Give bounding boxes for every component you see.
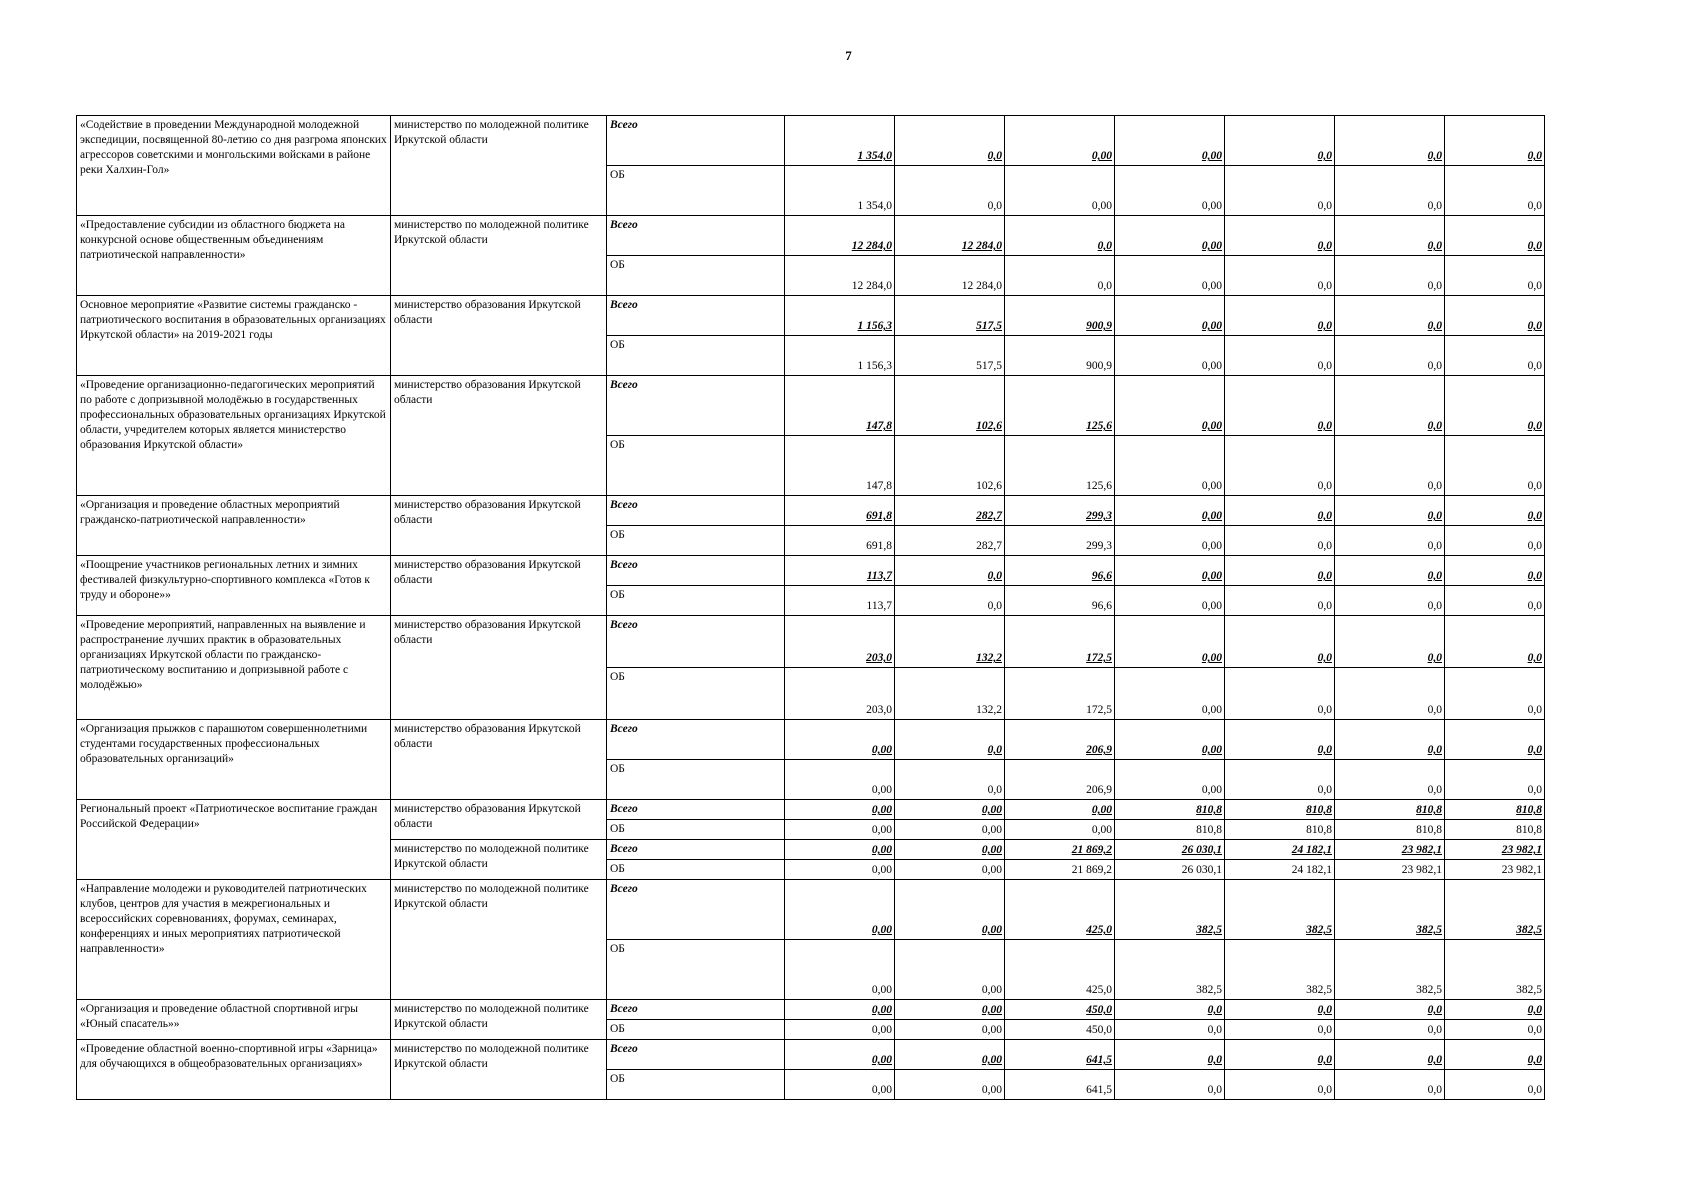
amount-cell: 0,0 [1335, 556, 1445, 586]
amount-cell: 0,0 [1225, 616, 1335, 668]
amount-cell: 0,00 [1115, 720, 1225, 760]
amount-cell: 0,0 [1225, 256, 1335, 296]
activity-name-cell: «Организация прыжков с парашютом совершеннолетними студентами государственных профессиональных образовательных организаций» [77, 720, 391, 800]
funding-source-cell: ОБ [607, 1020, 785, 1040]
amount-cell: 125,6 [1005, 376, 1115, 436]
amount-cell: 810,8 [1445, 800, 1545, 820]
table-row [77, 216, 1545, 256]
amount-cell: 641,5 [1005, 1070, 1115, 1100]
amount-cell: 0,00 [785, 860, 895, 880]
activity-name-cell: «Проведение организационно-педагогических мероприятий по работе с допризывной молодёжью в государственных профессиональных образовательных организациях Иркутской области, учредителем которых является министерство образования Иркутской области» [77, 376, 391, 496]
amount-cell: 0,00 [785, 820, 895, 840]
amount-cell: 23 982,1 [1445, 840, 1545, 860]
amount-cell: 450,0 [1005, 1000, 1115, 1020]
activity-name-cell: «Направление молодежи и руководителей патриотических клубов, центров для участия в межрегиональных и всероссийских соревнованиях, форумах, семинарах, конференциях и иных мероприятиях патриотической направленности» [77, 880, 391, 1000]
executor-cell: министерство по молодежной политике Иркутской области [391, 1000, 607, 1040]
amount-cell: 0,00 [895, 880, 1005, 940]
amount-cell: 382,5 [1225, 940, 1335, 1000]
amount-cell: 172,5 [1005, 668, 1115, 720]
amount-cell: 0,00 [785, 1070, 895, 1100]
amount-cell: 113,7 [785, 556, 895, 586]
amount-cell: 0,0 [1445, 720, 1545, 760]
amount-cell: 0,00 [785, 1040, 895, 1070]
amount-cell: 517,5 [895, 296, 1005, 336]
amount-cell: 0,0 [1115, 1070, 1225, 1100]
amount-cell: 900,9 [1005, 336, 1115, 376]
amount-cell: 0,0 [1335, 496, 1445, 526]
activity-name-cell: «Поощрение участников региональных летних и зимних фестивалей физкультурно-спортивного комплекса «Готов к труду и обороне»» [77, 556, 391, 616]
amount-cell: 0,0 [1335, 436, 1445, 496]
amount-cell: 0,0 [1445, 760, 1545, 800]
amount-cell: 0,0 [1225, 1040, 1335, 1070]
amount-cell: 382,5 [1115, 880, 1225, 940]
executor-cell: министерство образования Иркутской области [391, 616, 607, 720]
amount-cell: 203,0 [785, 616, 895, 668]
amount-cell: 132,2 [895, 616, 1005, 668]
table-row [77, 800, 1545, 820]
funding-table [76, 115, 1545, 1100]
amount-cell: 0,00 [895, 1070, 1005, 1100]
activity-name-cell: «Предоставление субсидии из областного бюджета на конкурсной основе общественным объединениям патриотической направленности» [77, 216, 391, 296]
amount-cell: 691,8 [785, 526, 895, 556]
amount-cell: 810,8 [1335, 820, 1445, 840]
amount-cell: 102,6 [895, 436, 1005, 496]
executor-cell: министерство образования Иркутской области [391, 720, 607, 800]
amount-cell: 382,5 [1335, 940, 1445, 1000]
executor-cell: министерство образования Иркутской области [391, 800, 607, 840]
funding-source-cell: Всего [607, 616, 785, 668]
amount-cell: 810,8 [1445, 820, 1545, 840]
amount-cell: 0,00 [785, 720, 895, 760]
amount-cell: 0,0 [1335, 720, 1445, 760]
amount-cell: 0,0 [1225, 720, 1335, 760]
table-row [77, 296, 1545, 336]
executor-cell: министерство образования Иркутской области [391, 496, 607, 556]
funding-source-cell: Всего [607, 880, 785, 940]
amount-cell: 0,0 [1115, 1040, 1225, 1070]
amount-cell: 1 354,0 [785, 166, 895, 216]
funding-source-cell: ОБ [607, 166, 785, 216]
amount-cell: 0,0 [1335, 336, 1445, 376]
amount-cell: 0,0 [1445, 586, 1545, 616]
funding-source-cell: Всего [607, 556, 785, 586]
amount-cell: 0,0 [1445, 1040, 1545, 1070]
table-row [77, 1000, 1545, 1020]
amount-cell: 0,00 [1115, 336, 1225, 376]
amount-cell: 0,00 [1115, 436, 1225, 496]
funding-source-cell: ОБ [607, 256, 785, 296]
funding-source-cell: Всего [607, 800, 785, 820]
amount-cell: 0,0 [1335, 668, 1445, 720]
amount-cell: 0,0 [1445, 556, 1545, 586]
amount-cell: 0,0 [1335, 296, 1445, 336]
activity-name-cell: «Организация и проведение областных мероприятий гражданско-патриотической направленности» [77, 496, 391, 556]
amount-cell: 0,0 [895, 556, 1005, 586]
amount-cell: 96,6 [1005, 556, 1115, 586]
amount-cell: 0,0 [1335, 586, 1445, 616]
amount-cell: 299,3 [1005, 526, 1115, 556]
amount-cell: 0,00 [785, 760, 895, 800]
amount-cell: 282,7 [895, 496, 1005, 526]
amount-cell: 810,8 [1115, 800, 1225, 820]
amount-cell: 1 156,3 [785, 296, 895, 336]
amount-cell: 23 982,1 [1335, 840, 1445, 860]
amount-cell: 0,0 [1445, 616, 1545, 668]
amount-cell: 0,00 [785, 840, 895, 860]
amount-cell: 0,00 [1115, 496, 1225, 526]
amount-cell: 0,0 [1225, 216, 1335, 256]
funding-source-cell: ОБ [607, 760, 785, 800]
amount-cell: 0,0 [1225, 336, 1335, 376]
funding-source-cell: Всего [607, 840, 785, 860]
amount-cell: 0,00 [1115, 116, 1225, 166]
amount-cell: 0,0 [1225, 1070, 1335, 1100]
funding-source-cell: ОБ [607, 586, 785, 616]
amount-cell: 96,6 [1005, 586, 1115, 616]
amount-cell: 1 354,0 [785, 116, 895, 166]
amount-cell: 0,0 [1335, 256, 1445, 296]
funding-source-cell: ОБ [607, 668, 785, 720]
amount-cell: 0,00 [895, 940, 1005, 1000]
executor-cell: министерство по молодежной политике Иркутской области [391, 880, 607, 1000]
table-row [77, 496, 1545, 526]
table-row [77, 556, 1545, 586]
amount-cell: 0,00 [785, 880, 895, 940]
amount-cell: 12 284,0 [785, 216, 895, 256]
funding-source-cell: Всего [607, 216, 785, 256]
amount-cell: 0,0 [1225, 586, 1335, 616]
amount-cell: 0,0 [1335, 1020, 1445, 1040]
amount-cell: 0,0 [895, 760, 1005, 800]
amount-cell: 0,0 [895, 166, 1005, 216]
executor-cell: министерство по молодежной политике Иркутской области [391, 216, 607, 296]
activity-name-cell: «Организация и проведение областной спортивной игры «Юный спасатель»» [77, 1000, 391, 1040]
amount-cell: 0,0 [1445, 166, 1545, 216]
amount-cell: 382,5 [1445, 880, 1545, 940]
amount-cell: 299,3 [1005, 496, 1115, 526]
amount-cell: 0,00 [1115, 760, 1225, 800]
amount-cell: 0,00 [785, 800, 895, 820]
amount-cell: 0,0 [1445, 1000, 1545, 1020]
amount-cell: 425,0 [1005, 880, 1115, 940]
amount-cell: 0,0 [1225, 760, 1335, 800]
amount-cell: 382,5 [1335, 880, 1445, 940]
amount-cell: 21 869,2 [1005, 860, 1115, 880]
activity-name-cell: «Проведение областной военно-спортивной игры «Зарница» для обучающихся в общеобразовательных организациях» [77, 1040, 391, 1100]
table-row [77, 880, 1545, 940]
amount-cell: 0,0 [1445, 116, 1545, 166]
funding-source-cell: ОБ [607, 1070, 785, 1100]
funding-source-cell: Всего [607, 376, 785, 436]
amount-cell: 24 182,1 [1225, 840, 1335, 860]
amount-cell: 0,00 [785, 940, 895, 1000]
amount-cell: 0,0 [1225, 436, 1335, 496]
executor-cell: министерство образования Иркутской области [391, 296, 607, 376]
amount-cell: 113,7 [785, 586, 895, 616]
table-row [77, 116, 1545, 166]
amount-cell: 0,00 [785, 1000, 895, 1020]
amount-cell: 0,0 [1225, 376, 1335, 436]
amount-cell: 125,6 [1005, 436, 1115, 496]
amount-cell: 900,9 [1005, 296, 1115, 336]
amount-cell: 382,5 [1225, 880, 1335, 940]
amount-cell: 0,00 [1115, 166, 1225, 216]
funding-source-cell: ОБ [607, 526, 785, 556]
amount-cell: 0,0 [1225, 526, 1335, 556]
amount-cell: 0,0 [1005, 216, 1115, 256]
amount-cell: 147,8 [785, 436, 895, 496]
amount-cell: 0,00 [1115, 256, 1225, 296]
amount-cell: 0,0 [895, 720, 1005, 760]
funding-source-cell: Всего [607, 1040, 785, 1070]
amount-cell: 0,0 [1445, 526, 1545, 556]
funding-source-cell: Всего [607, 720, 785, 760]
amount-cell: 0,0 [1225, 116, 1335, 166]
funding-table-body [77, 116, 1545, 1100]
funding-source-cell: ОБ [607, 820, 785, 840]
amount-cell: 0,00 [1005, 116, 1115, 166]
amount-cell: 0,00 [895, 1020, 1005, 1040]
amount-cell: 0,0 [1225, 166, 1335, 216]
amount-cell: 0,0 [1335, 376, 1445, 436]
amount-cell: 23 982,1 [1445, 860, 1545, 880]
amount-cell: 12 284,0 [785, 256, 895, 296]
amount-cell: 0,0 [1115, 1020, 1225, 1040]
amount-cell: 0,00 [1115, 616, 1225, 668]
amount-cell: 206,9 [1005, 720, 1115, 760]
amount-cell: 810,8 [1115, 820, 1225, 840]
amount-cell: 425,0 [1005, 940, 1115, 1000]
activity-name-cell: Основное мероприятие «Развитие системы гражданско - патриотического воспитания в образовательных организациях Иркутской области» на 2019-2021 годы [77, 296, 391, 376]
amount-cell: 0,0 [1335, 1040, 1445, 1070]
amount-cell: 0,0 [1005, 256, 1115, 296]
executor-cell: министерство образования Иркутской области [391, 556, 607, 616]
amount-cell: 0,00 [1115, 216, 1225, 256]
amount-cell: 382,5 [1445, 940, 1545, 1000]
funding-source-cell: Всего [607, 1000, 785, 1020]
funding-source-cell: ОБ [607, 436, 785, 496]
amount-cell: 12 284,0 [895, 216, 1005, 256]
amount-cell: 0,0 [1445, 336, 1545, 376]
executor-cell: министерство по молодежной политике Иркутской области [391, 116, 607, 216]
amount-cell: 0,00 [785, 1020, 895, 1040]
amount-cell: 0,0 [1115, 1000, 1225, 1020]
table-row [77, 376, 1545, 436]
amount-cell: 0,0 [1445, 496, 1545, 526]
amount-cell: 641,5 [1005, 1040, 1115, 1070]
amount-cell: 0,0 [1335, 526, 1445, 556]
funding-source-cell: ОБ [607, 336, 785, 376]
amount-cell: 147,8 [785, 376, 895, 436]
amount-cell: 691,8 [785, 496, 895, 526]
amount-cell: 0,00 [1005, 166, 1115, 216]
funding-source-cell: ОБ [607, 860, 785, 880]
amount-cell: 203,0 [785, 668, 895, 720]
amount-cell: 450,0 [1005, 1020, 1115, 1040]
amount-cell: 517,5 [895, 336, 1005, 376]
amount-cell: 0,00 [895, 860, 1005, 880]
amount-cell: 0,00 [1115, 556, 1225, 586]
amount-cell: 0,0 [1445, 668, 1545, 720]
amount-cell: 21 869,2 [1005, 840, 1115, 860]
table-row [77, 720, 1545, 760]
activity-name-cell: Региональный проект «Патриотическое воспитание граждан Российской Федерации» [77, 800, 391, 880]
amount-cell: 0,0 [895, 586, 1005, 616]
amount-cell: 0,0 [1445, 436, 1545, 496]
amount-cell: 23 982,1 [1335, 860, 1445, 880]
amount-cell: 172,5 [1005, 616, 1115, 668]
amount-cell: 0,00 [1115, 668, 1225, 720]
amount-cell: 0,0 [1445, 296, 1545, 336]
page-number: 7 [845, 48, 852, 63]
amount-cell: 26 030,1 [1115, 860, 1225, 880]
amount-cell: 0,00 [895, 1000, 1005, 1020]
funding-source-cell: ОБ [607, 940, 785, 1000]
amount-cell: 0,00 [895, 840, 1005, 860]
table-row [77, 616, 1545, 668]
executor-cell: министерство образования Иркутской области [391, 376, 607, 496]
amount-cell: 382,5 [1115, 940, 1225, 1000]
amount-cell: 0,00 [1115, 296, 1225, 336]
amount-cell: 102,6 [895, 376, 1005, 436]
table-row [77, 1040, 1545, 1070]
executor-cell: министерство по молодежной политике Иркутской области [391, 1040, 607, 1100]
amount-cell: 810,8 [1225, 820, 1335, 840]
amount-cell: 0,0 [1445, 1020, 1545, 1040]
amount-cell: 206,9 [1005, 760, 1115, 800]
funding-source-cell: Всего [607, 296, 785, 336]
activity-name-cell: «Проведение мероприятий, направленных на выявление и распространение лучших практик в образовательных организациях Иркутской области по гражданско-патриотическому воспитанию и допризывной работе с молодёжью» [77, 616, 391, 720]
amount-cell: 0,00 [895, 1040, 1005, 1070]
amount-cell: 0,0 [1335, 1000, 1445, 1020]
amount-cell: 0,00 [895, 820, 1005, 840]
amount-cell: 810,8 [1225, 800, 1335, 820]
amount-cell: 0,0 [1445, 256, 1545, 296]
amount-cell: 0,00 [1115, 586, 1225, 616]
amount-cell: 26 030,1 [1115, 840, 1225, 860]
amount-cell: 0,0 [1335, 116, 1445, 166]
amount-cell: 0,0 [1225, 668, 1335, 720]
executor-cell: министерство по молодежной политике Иркутской области [391, 840, 607, 880]
amount-cell: 0,0 [1335, 166, 1445, 216]
amount-cell: 0,0 [1335, 616, 1445, 668]
amount-cell: 0,0 [1225, 296, 1335, 336]
amount-cell: 0,0 [1335, 760, 1445, 800]
amount-cell: 0,0 [1445, 216, 1545, 256]
amount-cell: 0,0 [1225, 1000, 1335, 1020]
amount-cell: 24 182,1 [1225, 860, 1335, 880]
activity-name-cell: «Содействие в проведении Международной молодежной экспедиции, посвященной 80-летию со дня разгрома японских агрессоров советскими и монгольскими войсками в районе реки Халхин-Гол» [77, 116, 391, 216]
amount-cell: 0,0 [895, 116, 1005, 166]
amount-cell: 0,0 [1445, 376, 1545, 436]
amount-cell: 282,7 [895, 526, 1005, 556]
amount-cell: 810,8 [1335, 800, 1445, 820]
amount-cell: 0,0 [1225, 556, 1335, 586]
amount-cell: 0,0 [1335, 216, 1445, 256]
amount-cell: 0,0 [1225, 496, 1335, 526]
amount-cell: 132,2 [895, 668, 1005, 720]
funding-source-cell: Всего [607, 116, 785, 166]
amount-cell: 0,0 [1335, 1070, 1445, 1100]
amount-cell: 0,00 [1115, 526, 1225, 556]
amount-cell: 0,0 [1225, 1020, 1335, 1040]
amount-cell: 1 156,3 [785, 336, 895, 376]
amount-cell: 12 284,0 [895, 256, 1005, 296]
amount-cell: 0,00 [1005, 800, 1115, 820]
funding-source-cell: Всего [607, 496, 785, 526]
amount-cell: 0,00 [895, 800, 1005, 820]
amount-cell: 0,00 [1005, 820, 1115, 840]
amount-cell: 0,0 [1445, 1070, 1545, 1100]
amount-cell: 0,00 [1115, 376, 1225, 436]
